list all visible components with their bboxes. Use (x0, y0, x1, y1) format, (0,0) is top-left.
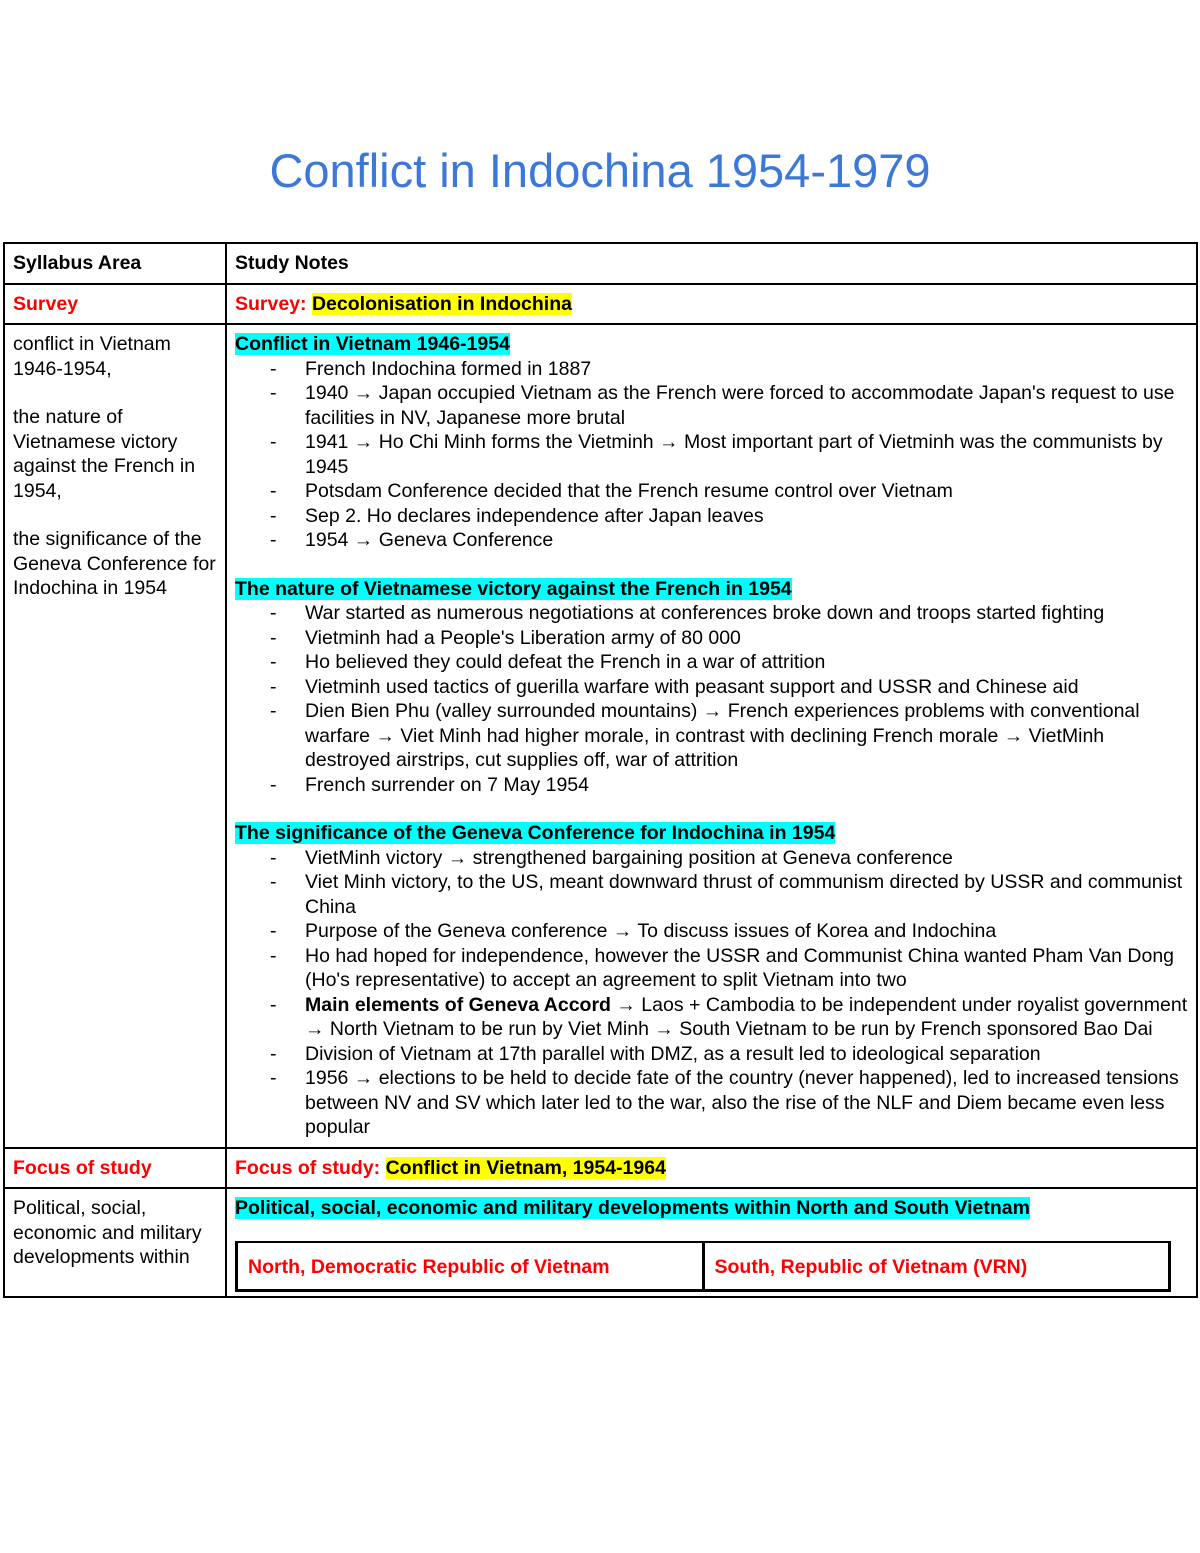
list-item: - Sep 2. Ho declares independence after Japan leaves (305, 504, 1188, 529)
south-header: South, Republic of Vietnam (VRN) (703, 1242, 1170, 1291)
list-item (305, 993, 1188, 1042)
section-heading: The significance of the Geneva Conference for Indochina in 1954 (235, 822, 836, 844)
list-item: - Ho had hoped for independence, however the USSR and Communist China wanted Pham Van Dong (Ho's representative) to accept an agreement to split Vietnam into two (305, 944, 1188, 993)
survey-row (4, 284, 1197, 325)
survey-highlight: Decolonisation in Indochina (311, 292, 572, 315)
survey-topic: conflict in Vietnam 1946-1954, (13, 333, 171, 380)
focus-topic: Political, social, economic and military developments within (13, 1197, 202, 1268)
focus-topics-cell (4, 1188, 226, 1297)
focus-prefix: Focus of study: (235, 1156, 381, 1179)
focus-title-cell (226, 1148, 1197, 1189)
list-item: - Dien Bien Phu (valley surrounded mountains) → French experiences problems with conventional warfare → Viet Minh had higher morale, in contrast with declining French morale → VietMinh destroyed airstrips, cut supplies off, war of attrition (305, 699, 1188, 773)
focus-highlight: Conflict in Vietnam, 1954-1964 (385, 1156, 666, 1179)
header-study-notes: Study Notes (226, 243, 1197, 284)
page-title: Conflict in Indochina 1954-1979 (269, 144, 931, 197)
list-item: - Vietminh used tactics of guerilla warfare with peasant support and USSR and Chinese aid (305, 675, 1188, 700)
study-notes-table (3, 242, 1198, 1298)
focus-row (4, 1148, 1197, 1189)
list-item: - Potsdam Conference decided that the French resume control over Vietnam (305, 479, 1188, 504)
focus-content-row (4, 1188, 1197, 1297)
list-item: - Purpose of the Geneva conference → To discuss issues of Korea and Indochina (305, 919, 1188, 944)
survey-notes-cell (226, 324, 1197, 1148)
header-syllabus-area: Syllabus Area (4, 243, 226, 284)
survey-label-cell (4, 284, 226, 325)
list-item: - 1941 → Ho Chi Minh forms the Vietminh → Most important part of Vietminh was the communists by 1945 (305, 430, 1188, 479)
list-item: - 1956 → elections to be held to decide fate of the country (never happened), led to increased tensions between NV and SV which later led to the war, also the rise of the NLF and Diem became even less popular (305, 1066, 1188, 1140)
focus-label: Focus of study (13, 1156, 152, 1179)
list-item: - 1954 → Geneva Conference (305, 528, 1188, 553)
list-item: - Vietminh had a People's Liberation army of 80 000 (305, 626, 1188, 651)
list-item: - French surrender on 7 May 1954 (305, 773, 1188, 798)
accord-text: → Laos + Cambodia to be independent under royalist government → North Vietnam to be run by Viet Minh → South Vietnam to be run by French sponsored Bao Dai (305, 993, 1188, 1040)
survey-prefix: Survey: (235, 292, 307, 315)
focus-label-cell (4, 1148, 226, 1189)
section-heading: Political, social, economic and military developments within North and South Vietnam (235, 1197, 1030, 1219)
survey-title-cell (226, 284, 1197, 325)
list-item: - Division of Vietnam at 17th parallel with DMZ, as a result led to ideological separation (305, 1042, 1188, 1067)
notes-list (235, 601, 1188, 797)
north-south-table (235, 1241, 1171, 1292)
survey-content-row (4, 324, 1197, 1148)
section-heading: Conflict in Vietnam 1946-1954 (235, 333, 510, 355)
list-item: - Ho believed they could defeat the French in a war of attrition (305, 650, 1188, 675)
list-item: - War started as numerous negotiations at conferences broke down and troops started fighting (305, 601, 1188, 626)
table-header-row (4, 243, 1197, 284)
list-item: - 1940 → Japan occupied Vietnam as the French were forced to accommodate Japan's request to use facilities in NV, Japanese more brutal (305, 381, 1188, 430)
survey-label: Survey (13, 292, 79, 315)
north-header: North, Democratic Republic of Vietnam (237, 1242, 704, 1291)
focus-notes-cell (226, 1188, 1197, 1297)
table-row (237, 1242, 1170, 1291)
list-item: - VietMinh victory → strengthened bargaining position at Geneva conference (305, 846, 1188, 871)
notes-list (235, 846, 1188, 1140)
list-item: - Viet Minh victory, to the US, meant downward thrust of communism directed by USSR and communist China (305, 870, 1188, 919)
section-heading: The nature of Vietnamese victory against the French in 1954 (235, 577, 792, 600)
list-item: - French Indochina formed in 1887 (305, 357, 1188, 382)
survey-topic: the nature of Vietnamese victory against the French in 1954, (13, 406, 196, 502)
survey-topics-cell (4, 324, 226, 1148)
survey-topic: the significance of the Geneva Conference for Indochina in 1954 (13, 528, 216, 599)
accord-label: Main elements of Geneva Accord (305, 993, 611, 1016)
notes-list (235, 357, 1188, 553)
